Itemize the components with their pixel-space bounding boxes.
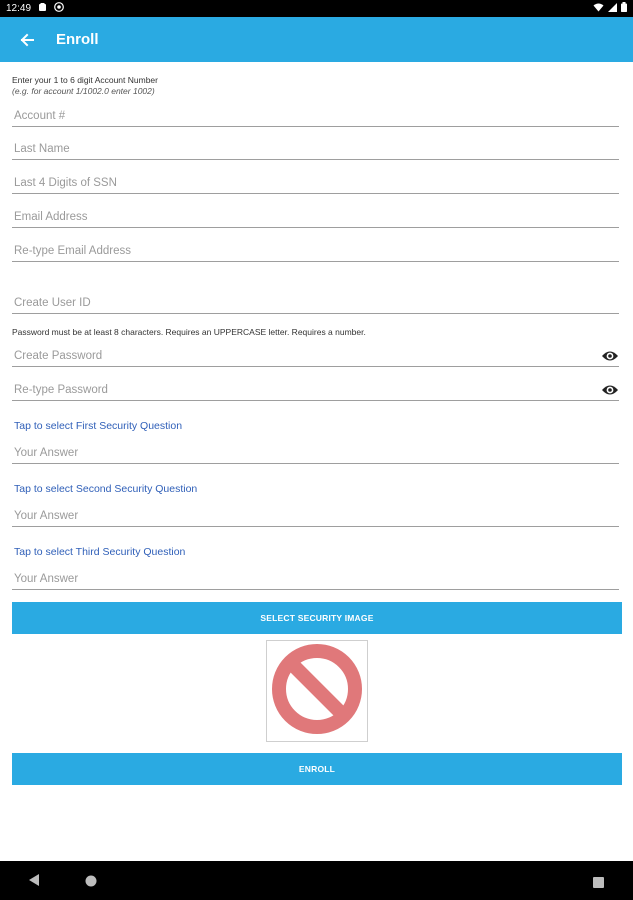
password-placeholder: Create Password	[14, 350, 103, 362]
user-id-field[interactable]	[12, 288, 619, 314]
arrow-back-icon[interactable]	[17, 30, 37, 50]
last-name-field[interactable]	[12, 134, 619, 160]
signal-icon	[608, 3, 617, 15]
no-entry-icon	[271, 643, 363, 740]
third-security-question-selector[interactable]: Tap to select Third Security Question	[14, 546, 186, 558]
first-answer-placeholder: Your Answer	[14, 447, 79, 459]
second-security-question-selector[interactable]: Tap to select Second Security Question	[14, 483, 198, 495]
notification-icon	[38, 3, 47, 15]
status-bar	[0, 0, 633, 17]
eye-icon[interactable]	[601, 349, 619, 363]
first-security-question-selector[interactable]: Tap to select First Security Question	[14, 420, 183, 432]
retype-password-field[interactable]	[12, 375, 619, 401]
wifi-icon	[593, 3, 604, 15]
account-number-placeholder: Account #	[14, 110, 66, 122]
security-image[interactable]	[266, 640, 368, 742]
retype-email-field[interactable]	[12, 236, 619, 262]
ssn-field[interactable]	[12, 168, 619, 194]
user-id-placeholder: Create User ID	[14, 297, 91, 309]
third-answer-field[interactable]	[12, 564, 619, 590]
first-answer-field[interactable]	[12, 438, 619, 464]
email-placeholder: Email Address	[14, 211, 88, 223]
account-hint: Enter your 1 to 6 digit Account Number	[12, 75, 158, 85]
second-answer-placeholder: Your Answer	[14, 510, 79, 522]
second-answer-field[interactable]	[12, 501, 619, 527]
eye-icon[interactable]	[601, 383, 619, 397]
account-number-field[interactable]	[12, 101, 619, 127]
account-example: (e.g. for account 1/1002.0 enter 1002)	[12, 86, 155, 96]
password-field[interactable]	[12, 341, 619, 367]
back-triangle-icon[interactable]	[28, 873, 40, 892]
third-answer-placeholder: Your Answer	[14, 573, 79, 585]
select-security-image-button[interactable]: SELECT SECURITY IMAGE	[12, 602, 622, 634]
page-title: Enroll	[56, 31, 99, 48]
email-field[interactable]	[12, 202, 619, 228]
retype-email-placeholder: Re-type Email Address	[14, 245, 131, 257]
battery-icon	[621, 2, 627, 15]
last-name-placeholder: Last Name	[14, 143, 70, 155]
app-bar	[0, 17, 633, 62]
home-circle-icon[interactable]	[85, 874, 97, 892]
status-time: 12:49	[6, 3, 32, 14]
password-hint: Password must be at least 8 characters. Requires an UPPERCASE letter. Requires a number.	[12, 327, 366, 337]
at-icon	[54, 2, 64, 15]
nav-bar	[0, 861, 633, 900]
recents-square-icon[interactable]	[593, 875, 604, 893]
retype-password-placeholder: Re-type Password	[14, 384, 108, 396]
status-right	[593, 2, 627, 15]
ssn-placeholder: Last 4 Digits of SSN	[14, 177, 117, 189]
enroll-button[interactable]: ENROLL	[12, 753, 622, 785]
